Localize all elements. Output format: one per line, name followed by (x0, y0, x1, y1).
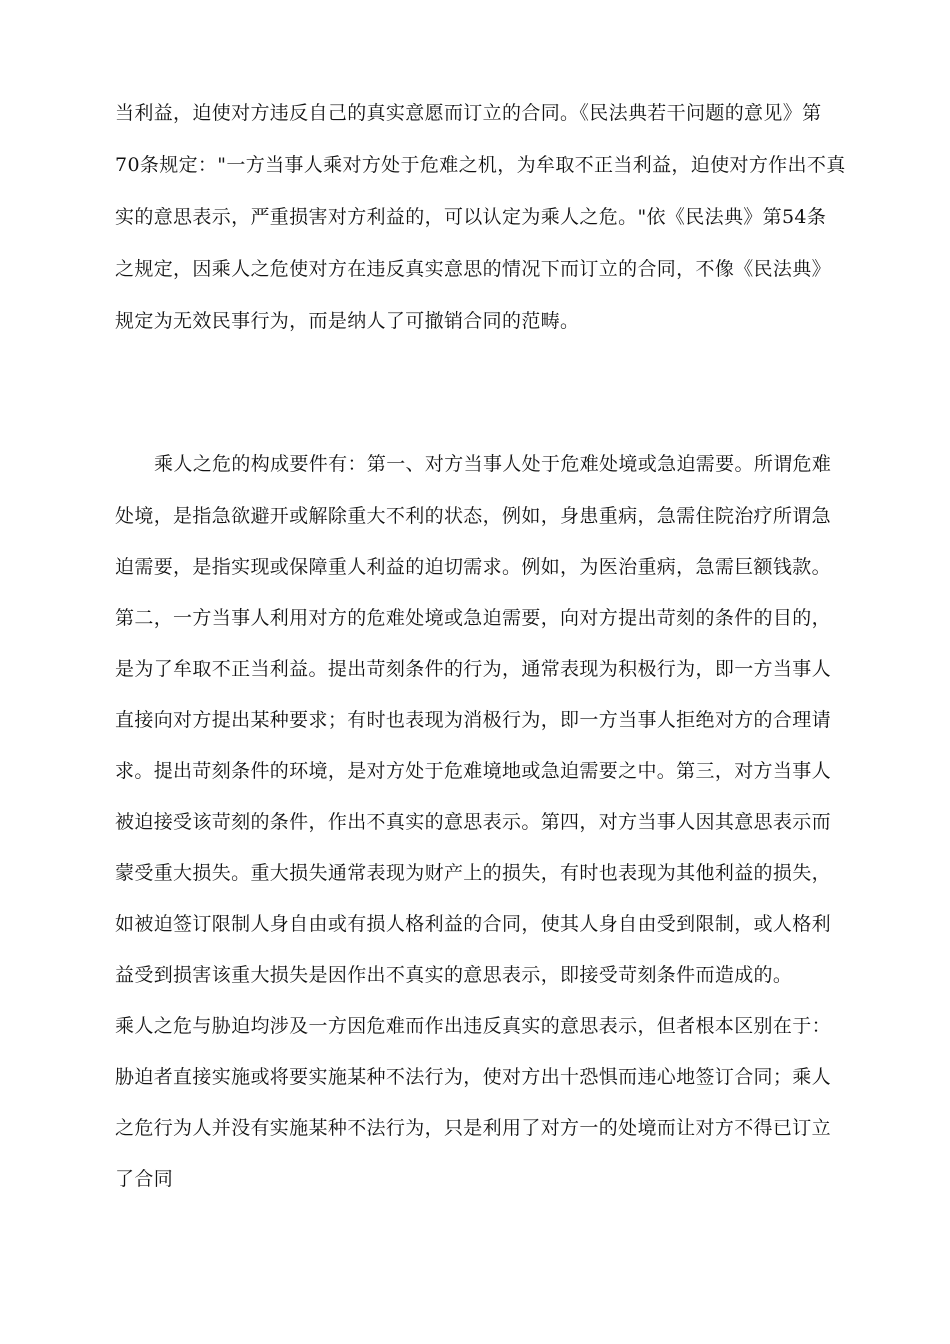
text-line: 蒙受重大损失。重大损失通常表现为财产上的损失，有时也表现为其他利益的损失， (115, 862, 831, 884)
text-line: 乘人之危的构成要件有：第一、对方当事人处于危难处境或急迫需要。所谓危难 (154, 453, 832, 475)
text-line: 了合同 (115, 1168, 174, 1190)
text-line: 被迫接受该苛刻的条件，作出不真实的意思表示。第四，对方当事人因其意思表示而 (115, 811, 831, 833)
text-line: 之危行为人并没有实施某种不法行为，只是利用了对方一的处境而让对方不得已订立 (115, 1117, 831, 1139)
text-line: 直接向对方提出某种要求；有时也表现为消极行为，即一方当事人拒绝对方的合理请 (115, 709, 831, 731)
text-line: 当利益，迫使对方违反自己的真实意愿而订立的合同。《民法典若干问题的意见》第 (115, 102, 822, 124)
text-line: 乘人之危与胁迫均涉及一方因危难而作出违反真实的意思表示，但者根本区别在于： (115, 1015, 831, 1037)
text-line: 如被迫签订限制人身自由或有损人格利益的合同，使其人身自由受到限制，或人格利 (115, 913, 831, 935)
text-line: 第二，一方当事人利用对方的危难处境或急迫需要，向对方提出苛刻的条件的目的， (115, 607, 831, 629)
text-line: 处境，是指急欲避开或解除重大不利的状态，例如，身患重病，急需住院治疗所谓急 (115, 505, 831, 527)
text-line: 是为了牟取不正当利益。提出苛刻条件的行为，通常表现为积极行为，即一方当事人 (115, 658, 831, 680)
text-line: 实的意思表示，严重损害对方利益的，可以认定为乘人之危。"依《民法典》第54条 (115, 206, 827, 228)
text-line: 之规定，因乘人之危使对方在违反真实意思的情况下而订立的合同，不像《民法典》 (115, 258, 831, 280)
text-line: 益受到损害该重大损失是因作出不真实的意思表示，即接受苛刻条件而造成的。 (115, 964, 793, 986)
text-line: 迫需要，是指实现或保障重人利益的迫切需求。例如，为医治重病，急需巨额钱款。 (115, 556, 831, 578)
text-line: 规定为无效民事行为，而是纳人了可撤销合同的范畴。 (115, 310, 580, 332)
text-line: 求。提出苛刻条件的环境，是对方处于危难境地或急迫需要之中。第三，对方当事人 (115, 760, 831, 782)
text-line: 胁迫者直接实施或将要实施某种不法行为，使对方出十恐惧而违心地签订合同；乘人 (115, 1066, 831, 1088)
text-line: 70条规定："一方当事人乘对方处于危难之机，为牟取不正当利益，迫使对方作出不真 (115, 154, 846, 176)
